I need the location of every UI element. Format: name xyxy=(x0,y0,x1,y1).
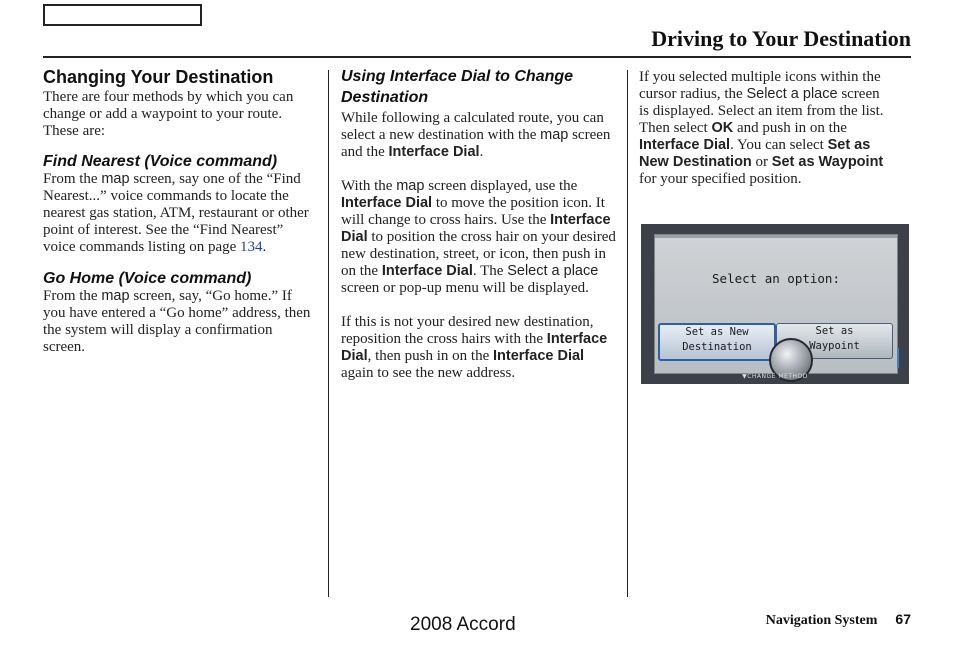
section-title: Driving to Your Destination xyxy=(651,26,911,51)
panel-top-strip xyxy=(655,235,897,238)
column-1 xyxy=(43,66,318,356)
column-divider-1 xyxy=(328,70,329,597)
subheading-interface-dial: Using Interface Dial to Change Destination xyxy=(341,68,574,106)
paragraph-go-home: From the map screen, say, “Go home.” If you have entered a “Go home” address, then the system will display a confirmation screen. xyxy=(43,288,311,355)
footer-model: 2008 Accord xyxy=(410,614,516,635)
set-as-new-destination-button[interactable]: Set as New Destination xyxy=(658,323,776,361)
footer-nav xyxy=(766,611,911,629)
intro-paragraph: There are four methods by which you can change or add a waypoint to your route. These are: xyxy=(43,89,294,139)
paragraph-dial-1: While following a calculated route, you can select a new destination with the map screen and the Interface Dial. xyxy=(341,110,611,160)
paragraph-dial-3: If this is not your desired new destination, reposition the cross hairs with the Interface Dial, then push in on the Interface Dial again to see the new address. xyxy=(341,314,608,381)
main-heading: Changing Your Destination xyxy=(43,67,274,87)
column-divider-2 xyxy=(627,70,628,597)
paragraph-find-nearest: From the map screen, say one of the “Find Nearest...” voice commands to locate the nearest gas station, ATM, restaurant or other point of interest. See the “Find Nearest” voice commands listing on page 134. xyxy=(43,171,309,255)
subheading-go-home: Go Home (Voice command) xyxy=(43,270,252,287)
scroll-indicator xyxy=(897,348,899,368)
navigation-screen-image xyxy=(641,224,909,384)
option-panel xyxy=(654,234,898,374)
set-as-waypoint-button[interactable]: Set as Waypoint xyxy=(776,323,893,359)
down-triangle-icon: ▼ xyxy=(742,373,748,380)
paragraph-dial-2: With the map screen displayed, use the Interface Dial to move the position icon. It will change to cross hairs. Use the Interface Dial to position the cross hair on your desired new destination, street, or icon, then push in on the Interface Dial. The Select a place screen or pop-up menu will be displayed. xyxy=(341,178,616,296)
option-prompt: Select an option: xyxy=(712,271,840,286)
nav-box xyxy=(43,4,202,26)
page-link-134[interactable]: 134 xyxy=(240,239,263,255)
footer-nav-label: Navigation System xyxy=(765,613,878,628)
header-rule xyxy=(43,56,911,58)
paragraph-select-place: If you selected multiple icons within the cursor radius, the Select a place screen is displayed. Select an item from the list. Then select OK and push in on the Interface Dial. You can select Set as New Destination or Set as Waypoint for your specified position. xyxy=(639,69,884,187)
column-2 xyxy=(341,66,616,382)
subheading-find-nearest: Find Nearest (Voice command) xyxy=(43,153,278,170)
page-number: 67 xyxy=(895,611,911,627)
column-3 xyxy=(639,69,889,188)
change-method-label: ▼CHANGE METHOD xyxy=(742,373,808,380)
